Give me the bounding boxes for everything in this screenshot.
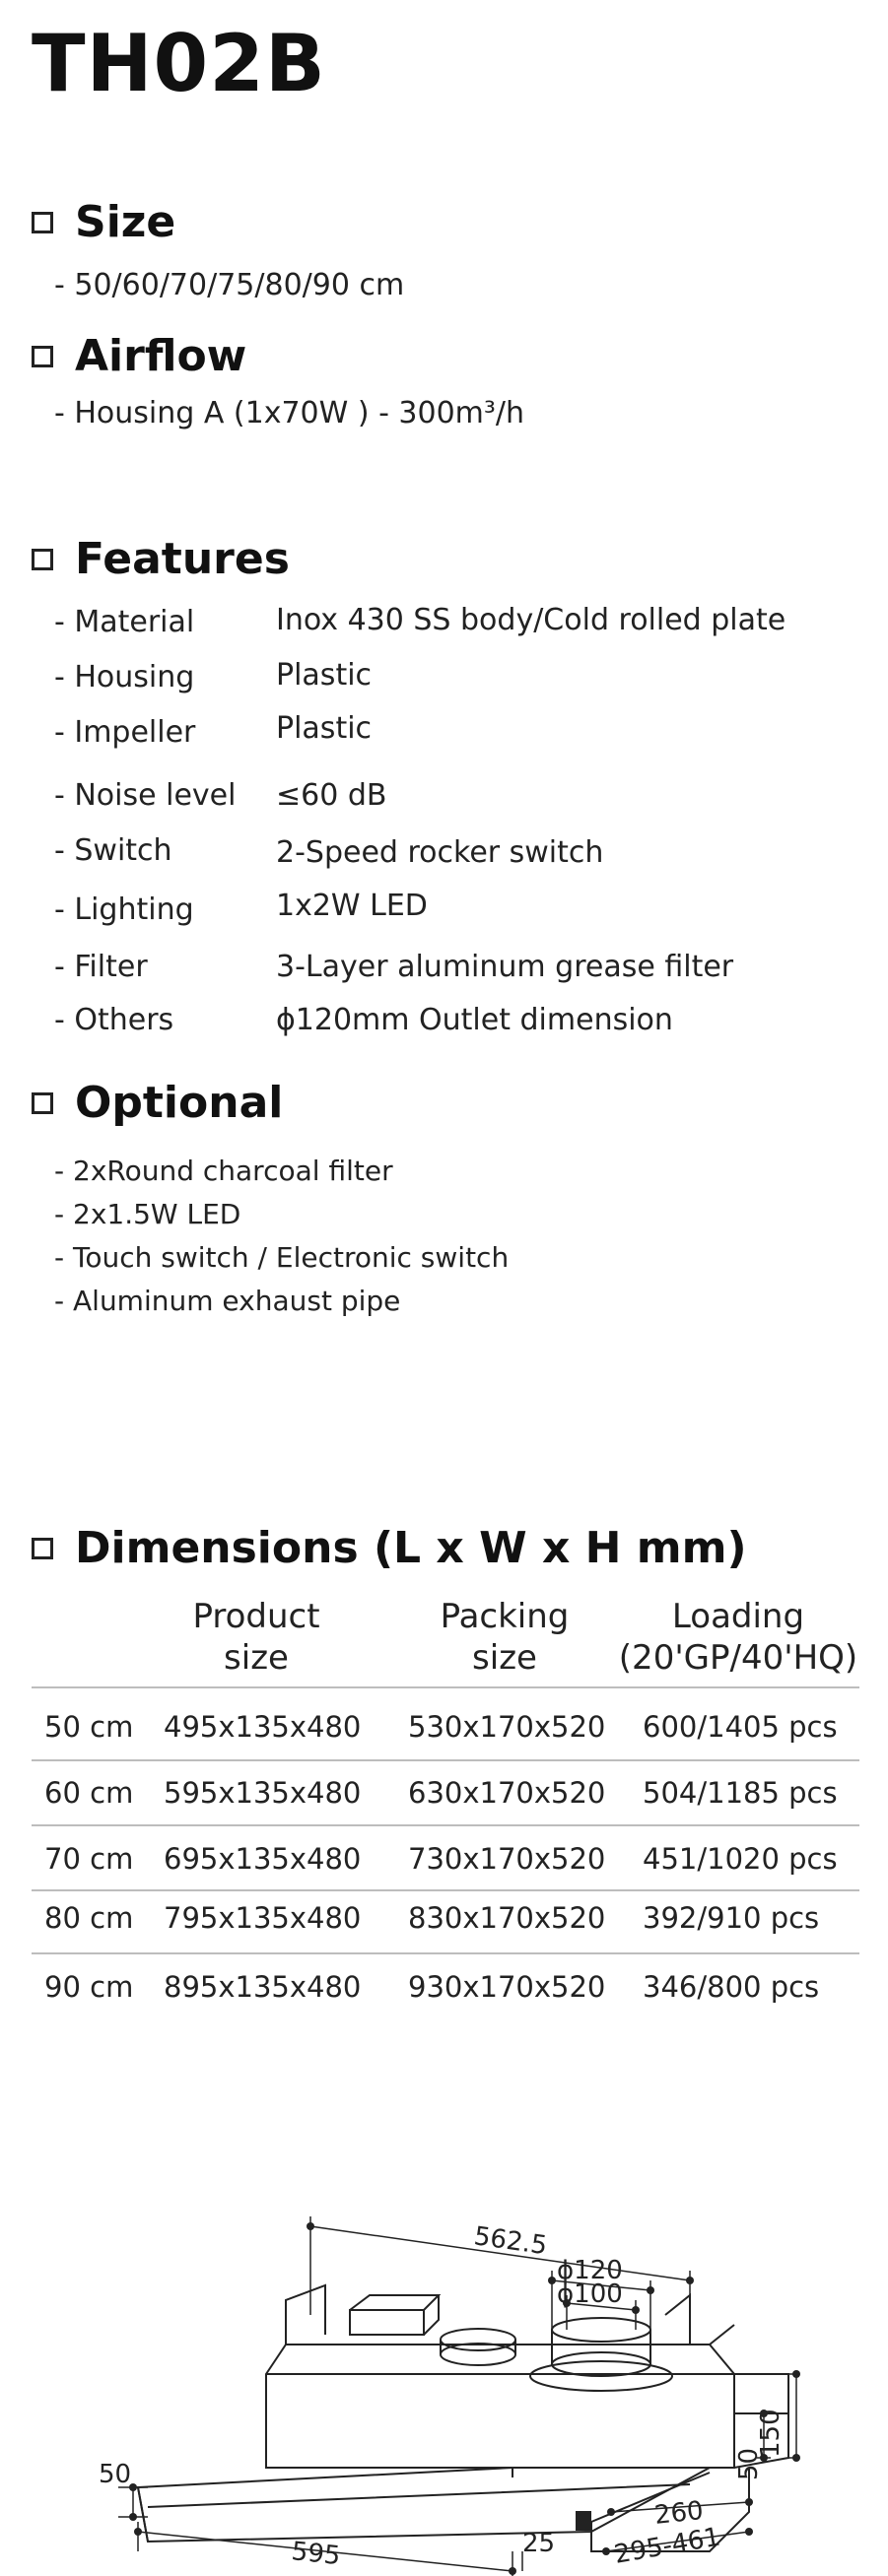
row-product: 595x135x480	[164, 1776, 362, 1810]
dim-label-150: 150	[756, 2409, 786, 2458]
row-product: 495x135x480	[164, 1710, 362, 1744]
row-packing: 830x170x520	[408, 1901, 606, 1935]
dim-label-50-right: 50	[734, 2447, 764, 2480]
mounting-tab	[286, 2285, 325, 2345]
row-size: 50 cm	[44, 1710, 134, 1744]
dim-label-phi120: ϕ120	[557, 2256, 623, 2285]
switch-icon	[577, 2512, 590, 2530]
section-heading: Features	[75, 534, 290, 584]
feature-value: 1x2W LED	[276, 889, 428, 923]
section-airflow	[32, 331, 246, 381]
optional-item: - 2x1.5W LED	[54, 1198, 241, 1230]
header-line: Packing	[440, 1597, 570, 1636]
section-heading: Airflow	[75, 331, 247, 381]
feature-label: - Filter	[54, 950, 148, 984]
header-packing	[406, 1596, 603, 1679]
section-size	[32, 197, 175, 247]
header-line: size	[472, 1638, 537, 1678]
section-dimensions	[32, 1523, 747, 1573]
optional-item: - Aluminum exhaust pipe	[54, 1285, 401, 1317]
row-packing: 530x170x520	[408, 1710, 606, 1744]
row-packing: 730x170x520	[408, 1842, 606, 1876]
row-loading: 346/800 pcs	[643, 1970, 820, 2004]
dim-label-phi100: ϕ100	[557, 2279, 623, 2309]
feature-value: Plastic	[276, 711, 373, 746]
header-line: Product	[192, 1597, 320, 1636]
section-heading: Optional	[75, 1078, 284, 1128]
feature-value: 3-Layer aluminum grease filter	[276, 950, 734, 984]
section-heading: Dimensions (L x W x H mm)	[75, 1523, 747, 1573]
table-divider	[32, 1759, 859, 1761]
row-product: 895x135x480	[164, 1970, 362, 2004]
header-line: (20'GP/40'HQ)	[618, 1638, 858, 1678]
checkbox-square-icon	[32, 549, 53, 570]
dim-line-150	[788, 2374, 798, 2458]
product-title: TH02B	[32, 18, 326, 109]
row-loading: 504/1185 pcs	[643, 1776, 838, 1810]
row-packing: 930x170x520	[408, 1970, 606, 2004]
table-divider	[32, 1686, 859, 1688]
feature-label: - Material	[54, 605, 195, 639]
row-size: 60 cm	[44, 1776, 134, 1810]
row-size: 70 cm	[44, 1842, 134, 1876]
checkbox-square-icon	[32, 1538, 53, 1559]
feature-label: - Noise level	[54, 778, 237, 813]
section-features	[32, 534, 290, 584]
dim-label-595: 595	[290, 2537, 342, 2572]
row-loading: 600/1405 pcs	[643, 1710, 838, 1744]
header-line: Loading	[671, 1597, 805, 1636]
header-loading	[613, 1596, 863, 1679]
dim-label-50-left: 50	[99, 2460, 132, 2489]
dim-label-295: 295-461	[612, 2522, 723, 2570]
row-size: 80 cm	[44, 1901, 134, 1935]
feature-value: Inox 430 SS body/Cold rolled plate	[276, 603, 786, 637]
range-hood-technical-drawing	[0, 2118, 888, 2576]
feature-label: - Impeller	[54, 715, 196, 750]
row-loading: 392/910 pcs	[643, 1901, 820, 1935]
feature-value: Plastic	[276, 658, 373, 693]
optional-item: - 2xRound charcoal filter	[54, 1155, 393, 1187]
airflow-text: - Housing A (1x70W ) - 300m³/h	[54, 396, 525, 430]
section-optional	[32, 1078, 283, 1128]
dim-label-260: 260	[652, 2495, 706, 2531]
feature-value: ≤60 dB	[276, 778, 387, 813]
checkbox-square-icon	[32, 212, 53, 233]
feature-value: ϕ120mm Outlet dimension	[276, 1003, 673, 1037]
size-text: - 50/60/70/75/80/90 cm	[54, 268, 405, 302]
row-size: 90 cm	[44, 1970, 134, 2004]
checkbox-square-icon	[32, 346, 53, 367]
table-divider	[32, 1952, 859, 1954]
feature-label: - Lighting	[54, 892, 194, 927]
optional-item: - Touch switch / Electronic switch	[54, 1241, 510, 1274]
motor-box	[350, 2310, 424, 2335]
feature-label: - Switch	[54, 833, 172, 868]
header-product	[158, 1596, 355, 1679]
table-divider	[32, 1824, 859, 1826]
dim-label-25: 25	[522, 2529, 556, 2558]
feature-value: 2-Speed rocker switch	[276, 835, 604, 870]
dim-label-562: 562.5	[472, 2221, 549, 2262]
row-loading: 451/1020 pcs	[643, 1842, 838, 1876]
checkbox-square-icon	[32, 1092, 53, 1114]
row-packing: 630x170x520	[408, 1776, 606, 1810]
feature-label: - Housing	[54, 660, 195, 694]
row-product: 795x135x480	[164, 1901, 362, 1935]
header-line: size	[224, 1638, 289, 1678]
row-product: 695x135x480	[164, 1842, 362, 1876]
table-divider	[32, 1889, 859, 1891]
section-heading: Size	[75, 197, 176, 247]
feature-label: - Others	[54, 1003, 174, 1037]
